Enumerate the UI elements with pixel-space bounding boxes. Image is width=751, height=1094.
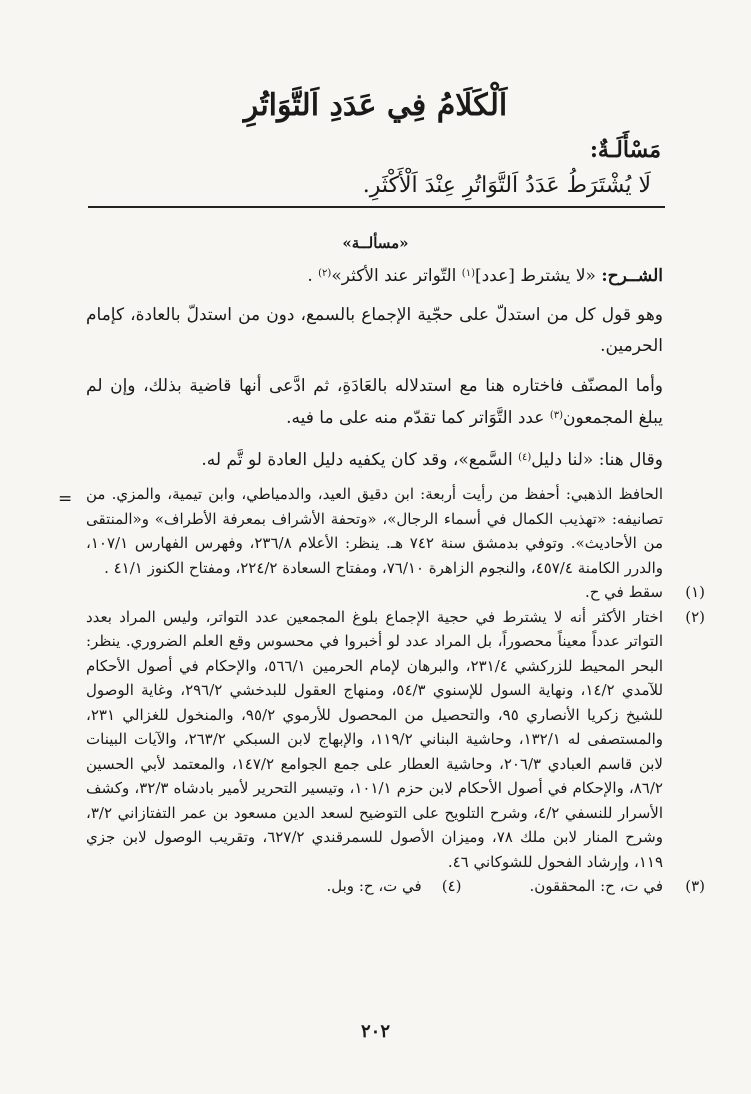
para-3-text: وأما المصنّف فاختاره هنا مع استدلاله بالعَادَةِ، ثم ادَّعى أنها قاضية بذلك، وإن لم يبلغ المجمعون — [86, 376, 663, 428]
footnote-number: (٣) — [685, 877, 705, 895]
commentary-para-1 — [86, 262, 663, 290]
footnote-number-4: (٤) — [441, 877, 462, 895]
footnote-ref-2[interactable]: (٢) — [318, 268, 332, 279]
quote-end: . — [307, 266, 319, 286]
footnote-3-4 — [86, 874, 705, 899]
commentary-para-3 — [86, 370, 663, 434]
footnote-ref-1[interactable]: (١) — [461, 268, 475, 279]
page-number: ٢٠٢ — [360, 1021, 390, 1042]
footnote-3-text: في ت، ح: المحققون. — [529, 877, 663, 895]
footnote-text: اختار الأكثر أنه لا يشترط في حجية الإجماع بلوغ المجمعين عدد التواتر، وليس المراد بعدد التواتر عدداً معيناً محصوراً، بل المراد عدد لو أخبروا في محسوس وقع العلم الضروري. ينظر: البحر المحيط للزركشي ٢٣١/٤، والبرهان لإمام الحرمين ٥٦٦/١، والإحكام في أصول الأحكام للآمدي ١٤/٢، ونهاية السول للإسنوي ٥٤/٣، ومنهاج العقول للبدخشي ٢٩٦/٢، وغاية الوصول للشيخ زكريا الأنصاري ٩٥، والتحصيل من المحصول للأرموي ٩٥/٢، والمنخول للغزالي ٢٣١، والمستصفى له ١٣٢/١، وحاشية البناني ١١٩/٢، والإبهاج لابن السبكي ٢٦٣/٢، والآيات البينات لابن قاسم العبادي ٢٠٦/٣، وحاشية العطار على جمع الجوامع ١٤٧/٢، والمعتمد لأبي الحسين ٨٦/٢، والإحكام في أصول الأحكام لابن حزم ١٠١/١، وتيسير التحرير لأمير بادشاه ٣٢/٣، وكشف الأسرار للنسفي ٤/٢، وشرح التلويح على التوضيح لسعد الدين مسعود بن عمر التفتازاني ٣/٢، وشرح المنار لابن ملك ٧٨، وميزان الأصول للسمرقندي ٦٢٧/٢، وتقريب الوصول لابن جزي ١١٩، وإرشاد الفحول للشوكاني ٤٦. — [86, 607, 664, 871]
para-4-text: وقال هنا: «لنا دليل — [531, 450, 663, 470]
footnote-ref-3[interactable]: (٣) — [549, 410, 564, 421]
para-3-text-2: عدد التَّوَاتر كما تقدّم منه على ما فيه. — [286, 408, 550, 428]
commentary-para-4 — [86, 444, 663, 476]
issue-heading: مَسْأَلَـةٌ: — [589, 137, 661, 163]
footnote-4-text: في ت، ح: وبل. — [326, 877, 422, 895]
main-text: لَا يُشْتَرَطُ عَدَدُ اَلتَّوَاتُرِ عِنْدَ اَلْأَكْثَرِ. — [362, 173, 651, 198]
chapter-title: اَلْكَلَامُ فِي عَدَدِ اَلتَّوَاتُرِ — [243, 88, 508, 123]
commentary-para-2: وهو قول كل من استدلّ على حجّية الإجماع بالسمع، دون من استدلّ بالعادة، كإمام الحرمين. — [86, 305, 663, 356]
footnote-2 — [86, 605, 705, 875]
footnote-number: (٢) — [685, 607, 705, 626]
commentary — [86, 262, 663, 476]
quote-text-2: التّواتر عند الأكثر» — [331, 266, 462, 286]
para-4-text-2: السَّمع»، وقد كان يكفيه دليل العادة لو تَّم له. — [201, 450, 519, 470]
footnotes — [86, 482, 705, 899]
footnote-continuation: الحافظ الذهبي: أحفظ من رأيت أربعة: ابن دقيق العيد، والدمياطي، وابن تيمية، والمزي. من تصانيفه: «تهذيب الكمال في أسماء الرجال»، «وتحفة الأشراف بمعرفة الأطراف» و«المنتقى من الأحاديث». وتوفي بدمشق سنة ٧٤٢ هـ. ينظر: الأعلام ٢٣٦/٨، وفهرس الفهارس ١٠٧/١، والدرر الكامنة ٤٥٧/٤، والنجوم الزاهرة ٧٦/١٠، ومفتاح السعادة ٢٢٤/٢، ومفتاح الكنوز ٤١/١ . — [86, 485, 663, 577]
continuation-mark: = — [58, 489, 73, 509]
footnote-text: سقط في ح. — [584, 583, 663, 601]
quote-text: «لا يشترط [عدد] — [474, 266, 596, 286]
commentary-subheading: «مسألــة» — [342, 234, 409, 252]
sharh-label: الشــرح: — [601, 266, 663, 286]
footnote-ref-4[interactable]: (٤) — [518, 452, 532, 463]
section-divider — [88, 206, 665, 208]
footnote-number: (١) — [685, 583, 705, 601]
footnote-1 — [86, 580, 705, 605]
